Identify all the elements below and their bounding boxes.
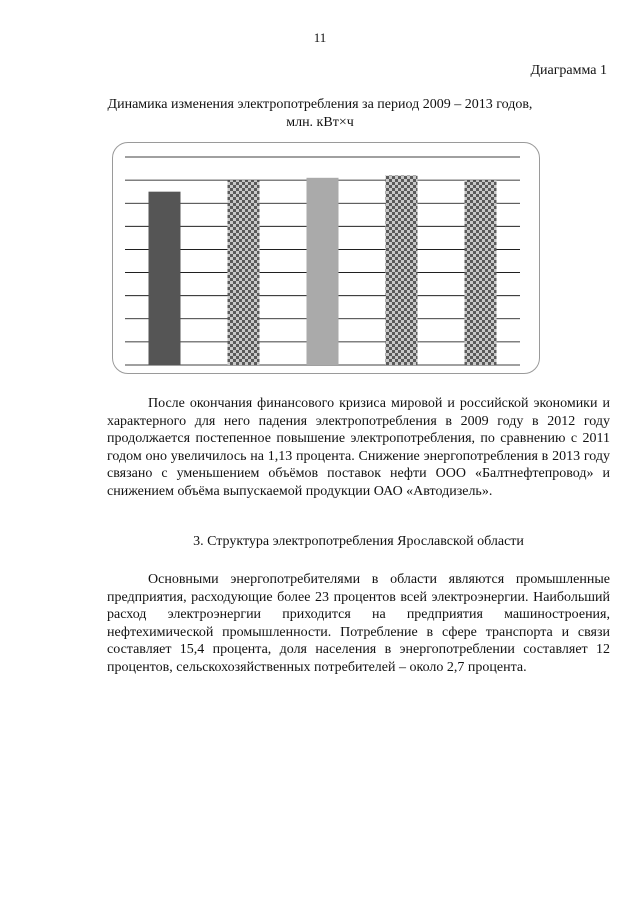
chart-title <box>100 96 540 132</box>
page-number: 11 <box>313 30 327 45</box>
bar-chart <box>113 143 541 375</box>
bar-2011 <box>307 178 339 365</box>
chart-title-line-2: млн. кВт×ч <box>286 115 354 130</box>
diagram-label: Диаграмма 1 <box>530 63 607 78</box>
bar-2013 <box>465 180 497 365</box>
paragraph-consumption-structure: Основными энергопотребителями в области являются промышленные предприятия, расходующие более 23 процентов всей электроэнергии. Наибольший расход электроэнергии приходится на предприятия машиностроения, нефтехимической промышленности. Потребление в сфере транспорта и связи составляет 15,4 процента, доля населения в энергопотреблении составляет 12 процентов, сельскохозяйственных потребителей – около 2,7 процента. <box>107 572 610 675</box>
bar-2010 <box>228 180 260 365</box>
paragraph-electricity-dynamics: После окончания финансового кризиса мировой и российской экономики и характерного для него падения электропотребления в 2009 году в 2012 году продолжается постепенное повышение электропотребления, по сравнению с 2011 годом оно увеличилось на 1,13 процента. Снижение энергопотребления в 2013 году связано с уменьшением объёмов поставок нефти ООО «Балтнефтепровод» и снижением объёма выпускаемой продукции ОАО «Автодизель». <box>107 396 610 499</box>
section-heading: 3. Структура электропотребления Ярославской области <box>193 534 524 549</box>
chart-frame <box>112 142 540 374</box>
chart-title-line-1: Динамика изменения электропотребления за период 2009 – 2013 годов, <box>107 97 533 112</box>
bar-2009 <box>149 192 181 365</box>
bar-2012 <box>386 175 418 365</box>
bars <box>149 175 497 365</box>
